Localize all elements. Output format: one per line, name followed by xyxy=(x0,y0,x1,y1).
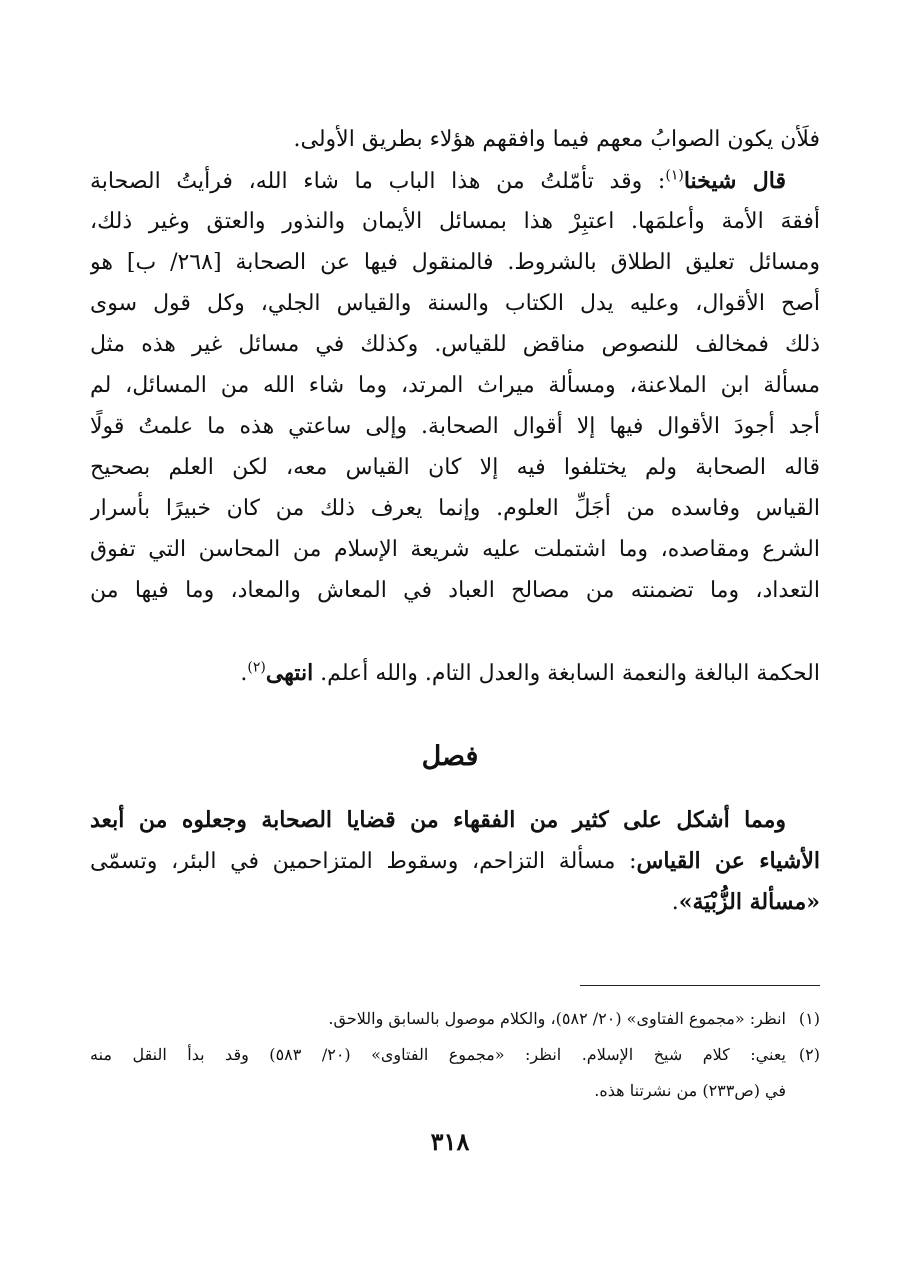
paragraph-1-line-8 xyxy=(90,446,820,490)
footnote-text: يعني: كلام شيخ الإسلام. انظر: «مجموع الفتاوى» (٢٠/ ٥٨٣) وقد بدأ النقل منه xyxy=(90,1045,786,1064)
paragraph-2-line-3 xyxy=(90,880,820,924)
text-span: التعداد، وما تضمنته من مصالح العباد في المعاش والمعاد، وما فيها من xyxy=(90,578,820,603)
paragraph-1-line-2 xyxy=(90,200,820,244)
footnote-number: (٢) xyxy=(798,1045,820,1064)
paragraph-1-line-5 xyxy=(90,323,820,367)
footnote-text: انظر: «مجموع الفتاوى» (٢٠/ ٥٨٢)، والكلام موصول بالسابق واللاحق. xyxy=(328,1009,786,1028)
page-number: ٣١٨ xyxy=(430,1127,470,1156)
text-span: : وقد تأمّلتُ من هذا الباب ما شاء الله، فرأيتُ الصحابة xyxy=(90,169,666,194)
footnote-number: (١) xyxy=(798,1009,820,1028)
text-span: . xyxy=(671,890,679,915)
text-span: أصح الأقوال، وعليه يدل الكتاب والسنة والقياس الجلي، وكل قول سوى xyxy=(90,291,820,316)
text-span: الحكمة البالغة والنعمة السابغة والعدل التام. والله أعلم. xyxy=(313,661,820,686)
text-span: : مسألة التزاحم، وسقوط المتزاحمين في البئر، وتسمّى xyxy=(90,849,637,874)
ending-word: انتهى xyxy=(265,660,314,686)
paragraph-1-line-10 xyxy=(90,528,820,572)
paragraph-1-line-12 xyxy=(90,610,820,654)
footnote-ref-1: (١) xyxy=(665,167,684,184)
text-span: . xyxy=(240,661,248,686)
lead-phrase: قال شيخنا xyxy=(683,168,786,194)
section-heading: فصل xyxy=(421,741,479,772)
paragraph-1-line-3 xyxy=(90,241,820,285)
bold-phrase: الأشياء عن القياس xyxy=(636,848,820,874)
footnote-text: في (ص٢٣٣) من نشرتنا هذه. xyxy=(594,1081,786,1100)
footnote-1 xyxy=(90,1002,820,1036)
paragraph-1-line-4 xyxy=(90,282,820,326)
footnote-2 xyxy=(90,1038,820,1072)
text-span: ذلك فمخالف للنصوص مناقض للقياس. وكذلك في مسائل غير هذه مثل xyxy=(90,332,820,357)
paragraph-1-line-9 xyxy=(90,487,820,531)
text-span: قاله الصحابة ولم يختلفوا فيه إلا كان القياس معه، لكن العلم بصحيح xyxy=(90,455,820,480)
paragraph-0-line-1 xyxy=(90,118,820,162)
footnote-2-continuation xyxy=(90,1074,786,1108)
text-span: الشرع ومقاصده، وما اشتملت عليه شريعة الإسلام من المحاسن التي تفوق xyxy=(90,537,820,562)
paragraph-1-line-6 xyxy=(90,364,820,408)
text-span: أفقهَ الأمة وأعلمَها. اعتبِرْ هذا بمسائل الأيمان والنذور والعتق وغير ذلك، xyxy=(90,209,820,234)
paragraph-1-line-13 xyxy=(90,651,820,695)
paragraph-1-line-11 xyxy=(90,569,820,613)
text-span: أجد أجودَ الأقوال فيها إلا أقوال الصحابة. وإلى ساعتي هذه ما علمتُ قولًا xyxy=(90,414,820,439)
paragraph-2-line-2 xyxy=(90,839,820,883)
footnote-separator xyxy=(580,985,820,986)
text-span: مسألة ابن الملاعنة، ومسألة ميراث المرتد، وما شاء الله من المسائل، لم xyxy=(90,373,820,398)
text-span: القياس وفاسده من أجَلِّ العلوم. وإنما يعرف ذلك من كان خبيرًا بأسرار xyxy=(90,496,820,521)
paragraph-1-line-1 xyxy=(90,159,820,203)
text-span: فلَأن يكون الصوابُ معهم فيما وافقهم هؤلاء بطريق الأولى. xyxy=(293,127,820,152)
text-span: ومما أشكل على كثير من الفقهاء من قضايا الصحابة وجعلوه من أبعد xyxy=(90,807,786,833)
footnote-ref-2: (٢) xyxy=(247,659,266,676)
bold-phrase: «مسألة الزُّبْيَة» xyxy=(678,889,820,915)
text-span: ومسائل تعليق الطلاق بالشروط. فالمنقول فيها عن الصحابة [٢٦٨/ ب] هو xyxy=(90,250,820,275)
paragraph-2-line-1 xyxy=(90,798,820,842)
paragraph-1-line-7 xyxy=(90,405,820,449)
